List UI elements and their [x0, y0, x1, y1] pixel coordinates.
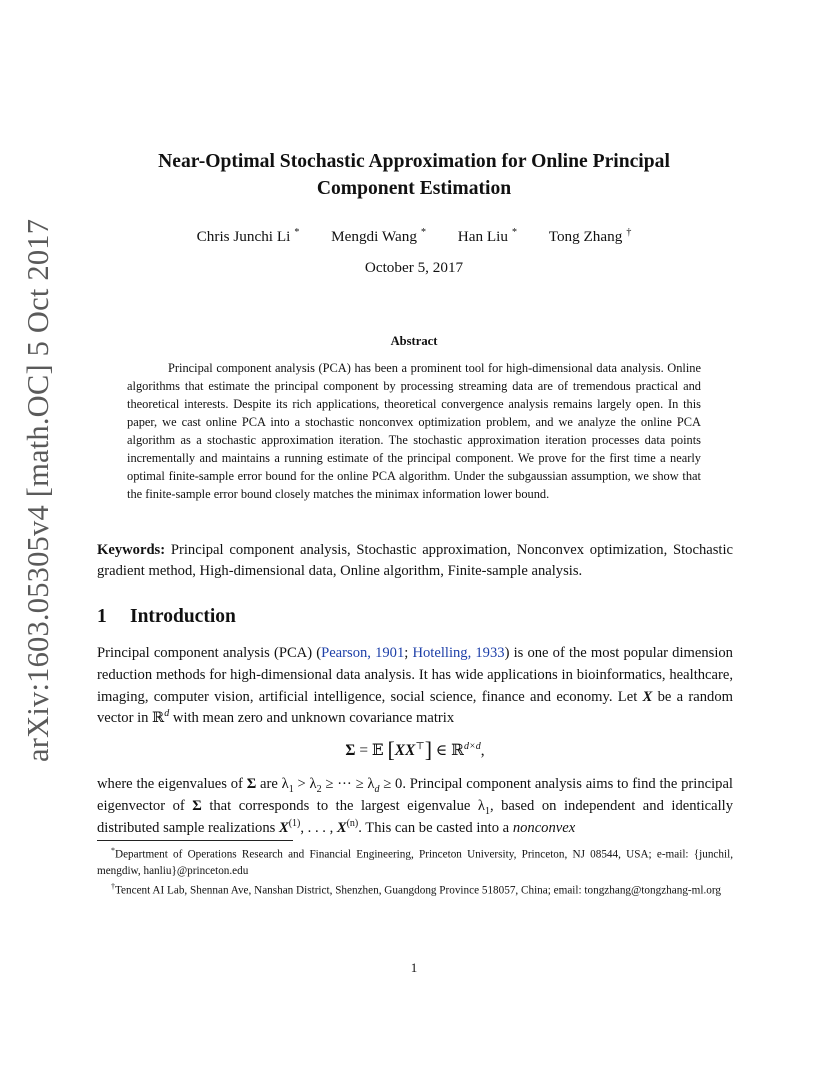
text-run: are λ [256, 776, 289, 792]
publication-date: October 5, 2017 [364, 259, 464, 276]
math-variable: Σ [246, 776, 257, 792]
math-superscript: (n) [346, 817, 359, 829]
page-number: 1 [410, 960, 418, 975]
math-superscript: ⊤ [415, 740, 425, 752]
text-run: , based on independent and identically distributed sample realizations [97, 797, 733, 836]
text-run: > λ [293, 776, 317, 792]
author-name: Mengdi Wang [331, 228, 417, 245]
abstract-text: Principal component analysis (PCA) has been a prominent tool for high-dimensional data analysis. Online algorithms that estimate the principal component by processing streaming data are of tremendous practical and theoretical interests. Despite its rich applications, theoretical convergence analysis remains largely open. In this paper, we cast online PCA into a stochastic nonconvex optimization problem, and we analyze the online PCA algorithm as a stochastic approximation iteration. The stochastic approximation iteration processes data points incrementally and maintains a running estimate of the principal component. We prove for the first time a nearly optimal finite-sample error bound for the online PCA algorithm. Under the subgaussian assumption, we show that the finite-sample error bound closely matches the minimax information lower bound. [127, 361, 701, 501]
text-run: ) is one of the most popular dimension reduction methods for high-dimensional data analysis. It has wide applications in bioinformatics, healthcare, imaging, computer vision, artificial intelligence, social science, finance and economy. Let [97, 645, 733, 705]
author-name: Tong Zhang [548, 228, 623, 245]
title-line-1: Near-Optimal Stochastic Approximation for Online Principal [158, 151, 670, 172]
math-superscript: (1) [288, 817, 301, 829]
text-run: Principal component analysis (PCA) ( [97, 645, 322, 661]
math-operator: ∈ ℝ [432, 742, 464, 759]
math-subscript: d [374, 783, 380, 795]
section-heading [97, 604, 733, 630]
math-variable: XX [394, 742, 416, 759]
footnote-divider [97, 840, 293, 841]
math-superscript: d×d [463, 740, 481, 752]
section-title: Introduction [130, 606, 236, 627]
keywords-label: Keywords: [97, 542, 166, 558]
math-variable: X [278, 819, 289, 836]
citation-link[interactable]: Hotelling, 1933 [412, 645, 505, 661]
author-name: Chris Junchi Li [196, 228, 291, 245]
text-run: that corresponds to the largest eigenvalue λ [201, 797, 485, 814]
author-affiliation-mark: * [294, 227, 300, 238]
math-bracket: [ [387, 737, 395, 762]
author [458, 222, 517, 248]
math-variable: X [642, 688, 653, 705]
section-number: 1 [97, 606, 107, 627]
arxiv-identifier-stamp: arXiv:1603.05305v4 [math.OC] 5 Oct 2017 [21, 218, 55, 762]
paper-title [100, 148, 728, 202]
emphasized-word: nonconvex [512, 819, 576, 836]
math-variable: Σ [345, 742, 356, 759]
intro-paragraph-2 [97, 774, 733, 839]
title-line-2: Component Estimation [316, 178, 512, 199]
author-list [100, 222, 728, 248]
footnote-mark: * [111, 846, 115, 855]
author-name: Han Liu [457, 228, 508, 245]
author [549, 222, 632, 248]
math-variable: X [336, 819, 347, 836]
math-punctuation: , [480, 742, 485, 759]
footnotes [97, 843, 733, 899]
author-affiliation-mark: * [511, 227, 517, 238]
math-subscript: 2 [316, 783, 322, 795]
math-operator: = 𝔼 [355, 742, 384, 759]
abstract-heading: Abstract [390, 334, 438, 348]
author-affiliation-mark: * [420, 227, 426, 238]
text-run: ≥ 0. Principal component analysis aims to find the principal eigenvector of [97, 776, 733, 814]
text-run: where the eigenvalues of [97, 776, 247, 792]
author [197, 222, 300, 248]
footnote [97, 879, 733, 899]
text-run: ≥ ··· ≥ λ [321, 776, 375, 792]
text-run: ; [404, 645, 413, 661]
intro-paragraph-1 [97, 643, 733, 730]
keywords [97, 540, 733, 582]
math-subscript: 1 [288, 783, 294, 795]
text-run: with mean zero and unknown covariance matrix [169, 710, 455, 727]
covariance-equation [97, 735, 733, 766]
math-subscript: 1 [484, 805, 490, 817]
math-variable: Σ [192, 797, 202, 814]
math-bracket: ] [424, 737, 433, 762]
footnote-text: Department of Operations Research and Financial Engineering, Princeton University, Princeton, NJ 08544, USA; e-mail: {junchil, mengdiw, hanliu}@princeton.edu [97, 848, 733, 877]
text-run: be a random vector in ℝ [97, 688, 734, 727]
author [331, 222, 426, 248]
text-run: . This can be casted into a [358, 819, 513, 836]
footnote-mark: † [111, 882, 115, 892]
author-affiliation-mark: † [626, 227, 632, 238]
citation-link[interactable]: Pearson, 1901 [321, 645, 405, 661]
text-run: , . . . , [300, 819, 337, 836]
keywords-text: Principal component analysis, Stochastic approximation, Nonconvex optimization, Stochastic gradient method, High-dimensional data, Online algorithm, Finite-sample analysis. [97, 542, 733, 579]
footnote [97, 843, 733, 879]
footnote-text: Tencent AI Lab, Shennan Ave, Nanshan District, Shenzhen, Guangdong Province 518057, China; email: tongzhang@tongzhang-ml.org [115, 884, 721, 897]
math-superscript: d [164, 708, 170, 720]
